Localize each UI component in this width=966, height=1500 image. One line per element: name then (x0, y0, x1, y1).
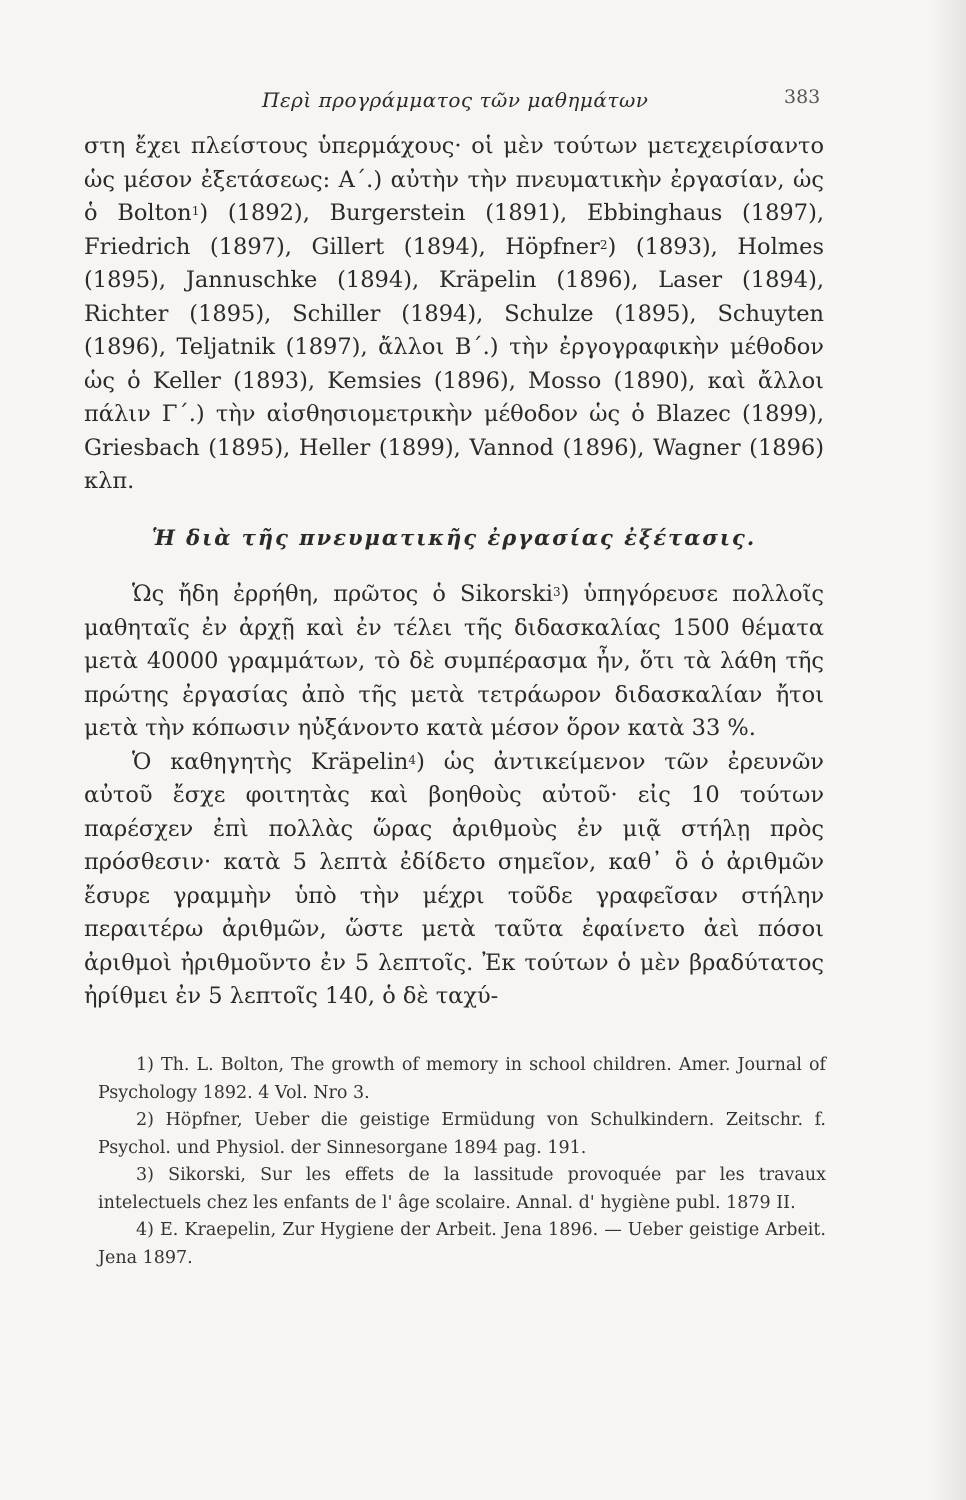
paragraph-2-text-b: ) ὑπηγόρευσε πολλοῖς μαθηταῖς ἐν ἀρχῇ καὶ ἐν τέλει τῆς διδασκαλίας 1500 θέματα μετὰ 40000 γραμμάτων, τὸ δὲ συμπέρασμα ἦν, ὅτι τὰ λάθη τῆς πρώτης ἐργασίας ἀπὸ τῆς μετὰ τετράωρον διδασκαλίαν ἤτοι μετὰ τὴν κόπωσιν ηὐξάνοντο κατὰ μέσον ὅρον κατὰ 33 %. (84, 581, 824, 741)
paragraph-3 (84, 746, 824, 1014)
footnote-1: 1) Th. L. Bolton, The growth of memory in school children. Amer. Journal of Psychology 1892. 4 Vol. Nro 3. (98, 1055, 826, 1103)
page-number: 383 (784, 86, 821, 108)
running-head: Περὶ προγράμματος τῶν μαθημάτων (262, 88, 649, 112)
paragraph-1-text-c: ) (1893), Holmes (1895), Jannuschke (1894), Kräpelin (1896), Laser (1894), Richter (1895), Schiller (1894), Schulze (1895), Schuyten (1896), Teljatnik (1897), ἄλλοι Β΄.) τὴν ἐργογραφικὴν μέθοδον ὡς ὁ Keller (1893), Kemsies (1896), Mosso (1890), καὶ ἄλλοι πάλιν Γ΄.) τὴν αἰσθησιομετρικὴν μέθοδον ὡς ὁ Blazec (1899), Griesbach (1895), Heller (1899), Vannod (1896), Wagner (1896) κλπ. (84, 233, 824, 494)
paragraph-2 (84, 578, 824, 746)
paragraph-3-text-a: Ὁ καθηγητὴς Kräpelin (132, 748, 409, 775)
footnote-4: 4) E. Kraepelin, Zur Hygiene der Arbeit. Jena 1896. — Ueber geistige Arbeit. Jena 1897. (98, 1220, 826, 1268)
footnote-2: 2) Höpfner, Ueber die geistige Ermüdung von Schulkindern. Zeitschr. f. Psychol. und Physiol. der Sinnesorgane 1894 pag. 191. (98, 1110, 826, 1158)
footnote-ref-3: 3 (552, 585, 561, 599)
footnotes (98, 1052, 826, 1272)
main-text (84, 130, 824, 1014)
footnote-ref-2: 2 (599, 237, 608, 252)
paragraph-3-text-b: ) ὡς ἀντικείμενον τῶν ἐρευνῶν αὐτοῦ ἔσχε φοιτητὰς καὶ βοηθοὺς αὐτοῦ· εἰς 10 τούτων παρέσχεν ἐπὶ πολλὰς ὥρας ἀριθμοὺς ἐν μιᾷ στήλῃ πρὸς πρόσθεσιν· κατὰ 5 λεπτὰ ἐδίδετο σημεῖον, καθ᾽ ὃ ὁ ἀριθμῶν ἔσυρε γραμμὴν ὑπὸ τὴν μέχρι τοῦδε γραφεῖσαν στήλην περαιτέρω ἀριθμῶν, ὥστε μετὰ ταῦτα ἐφαίνετο ἀεὶ πόσοι ἀριθμοὶ ἠριθμοῦντο ἐν 5 λεπτοῖς. Ἐκ τούτων ὁ μὲν βραδύτατος ἠρίθμει ἐν 5 λεπτοῖς 140, ὁ δὲ ταχύ- (84, 748, 824, 1009)
paragraph-1-text-b: ) (1892), Burgerstein (1891), Ebbinghaus (1897), Friedrich (1897), Gillert (1894), Höpfner (84, 200, 824, 260)
paragraph-1-text-a: στη ἔχει πλείστους ὑπερμάχους· οἱ μὲν τούτων μετεχειρίσαντο ὡς μέσον ἐξετάσεως: Α΄.) αὐτὴν τὴν πνευματικὴν ἐργασίαν, ὡς ὁ Bolton (84, 133, 824, 226)
paragraph-1 (84, 130, 824, 499)
paragraph-2-text-a: Ὡς ἤδη ἐρρήθη, πρῶτος ὁ Sikorski (132, 581, 553, 607)
section-heading: Ἡ διὰ τῆς πνευματικῆς ἐργασίας ἐξέτασις. (151, 524, 757, 550)
footnote-ref-1: 1 (191, 204, 200, 218)
page-edge-shadow (932, 0, 966, 1500)
footnote-3: 3) Sikorski, Sur les effets de la lassitude provoquée par les travaux intelectuels chez les enfants de l' âge scolaire. Annal. d' hygiène publ. 1879 II. (98, 1165, 826, 1213)
footnote-ref-4: 4 (408, 752, 417, 767)
